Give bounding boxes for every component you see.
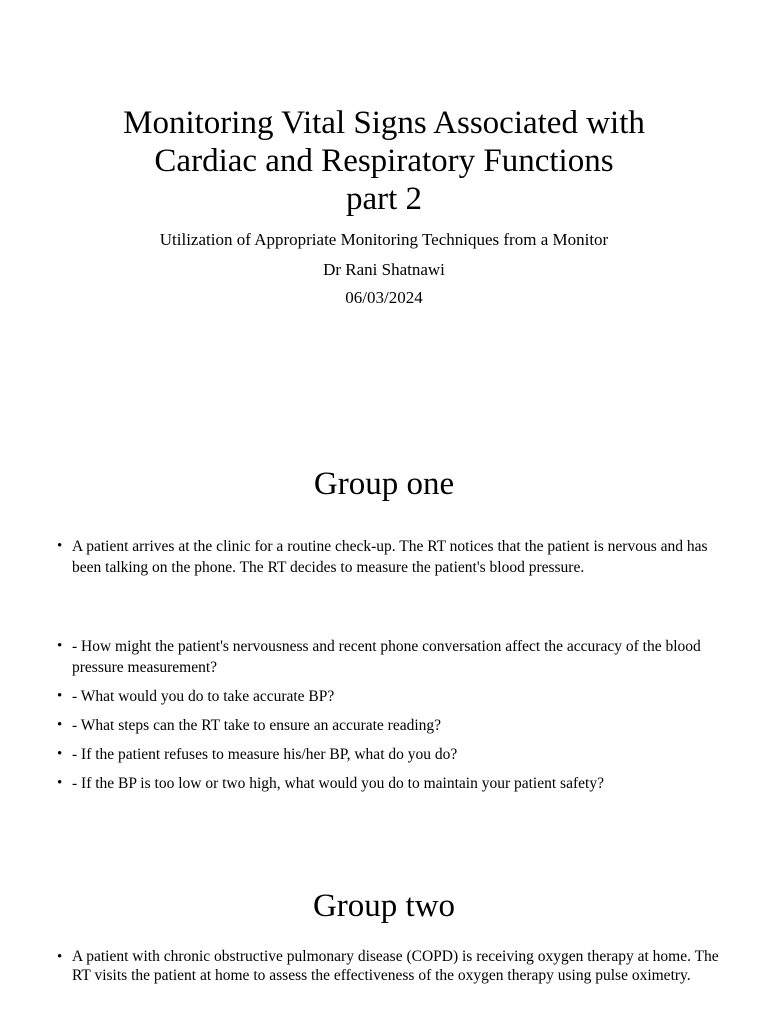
group-two-heading: Group two <box>312 888 456 924</box>
title-line-3: part 2 <box>345 181 423 217</box>
bullet-icon: • <box>57 717 63 733</box>
bullet-text: A patient with chronic obstructive pulmonary disease (COPD) is receiving oxygen therapy at home. The RT visits the patient at home to assess the effectiveness of the oxygen therapy using pulse oximetry. <box>72 948 719 984</box>
title-slide <box>0 0 768 430</box>
date: 06/03/2024 <box>345 288 423 307</box>
bullet-text: - What steps can the RT take to ensure an accurate reading? <box>72 717 442 734</box>
bullet-text: - What would you do to take accurate BP? <box>72 688 335 705</box>
bullet-icon: • <box>57 775 63 791</box>
list-item <box>57 686 720 707</box>
list-item <box>57 636 720 678</box>
bullet-icon: • <box>57 538 63 554</box>
subtitle: Utilization of Appropriate Monitoring Techniques from a Monitor <box>159 230 609 249</box>
slide-title <box>40 104 728 218</box>
list-item <box>57 744 720 765</box>
list-item <box>57 773 720 794</box>
group-one-heading: Group one <box>313 466 455 502</box>
list-item <box>57 715 720 736</box>
bullet-text: - If the BP is too low or two high, what would you do to maintain your patient safety? <box>72 775 604 792</box>
bullet-icon: • <box>57 746 63 762</box>
bullet-icon: • <box>57 949 63 965</box>
bullet-text: A patient arrives at the clinic for a routine check-up. The RT notices that the patient is nervous and has been talking on the phone. The RT decides to measure the patient's blood pressure. <box>72 538 708 576</box>
bullet-text: - How might the patient's nervousness and recent phone conversation affect the accuracy of the blood pressure measurement? <box>72 638 701 676</box>
title-line-2: Cardiac and Respiratory Functions <box>154 143 614 179</box>
title-line-1: Monitoring Vital Signs Associated with <box>123 105 645 141</box>
author: Dr Rani Shatnawi <box>323 260 445 279</box>
list-item <box>57 536 720 578</box>
bullet-icon: • <box>57 688 63 704</box>
bullet-icon: • <box>57 638 63 654</box>
bullet-text: - If the patient refuses to measure his/her BP, what do you do? <box>72 746 458 763</box>
list-item <box>57 947 720 985</box>
